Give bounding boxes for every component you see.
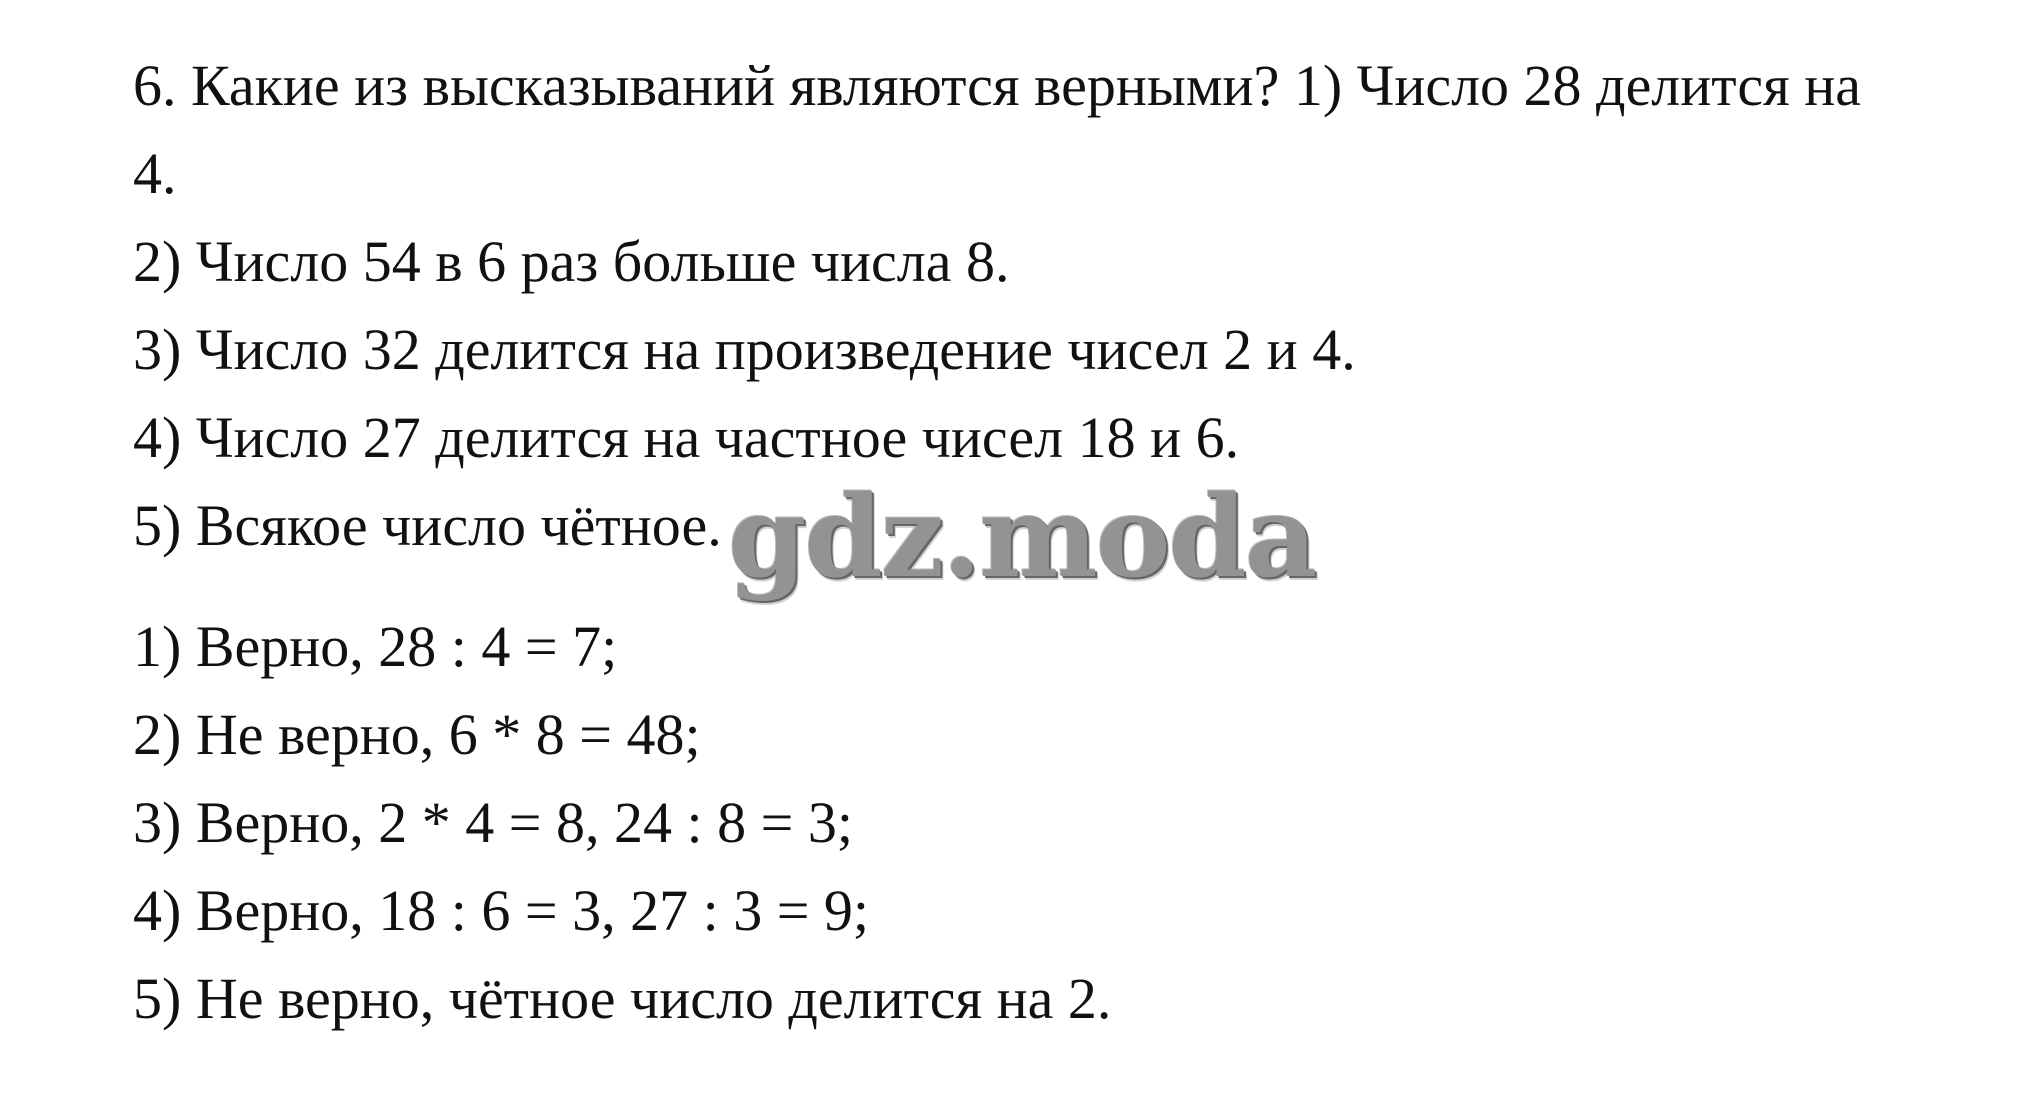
answer-1: 1) Верно, 28 : 4 = 7; (133, 614, 618, 679)
answer-5: 5) Не верно, чётное число делится на 2. (133, 966, 1112, 1031)
answer-4: 4) Верно, 18 : 6 = 3, 27 : 3 = 9; (133, 878, 870, 943)
question-line-2: 4. (133, 141, 177, 206)
answer-2: 2) Не верно, 6 * 8 = 48; (133, 702, 701, 767)
watermark-logo: gdz.moda (728, 472, 1316, 603)
answer-3: 3) Верно, 2 * 4 = 8, 24 : 8 = 3; (133, 790, 853, 855)
question-line-1: 6. Какие из высказываний являются верными? 1) Число 28 делится на (133, 53, 1862, 118)
statement-2: 2) Число 54 в 6 раз больше числа 8. (133, 229, 1010, 294)
statement-4: 4) Число 27 делится на частное чисел 18 и 6. (133, 405, 1240, 470)
statement-3: 3) Число 32 делится на произведение чисел 2 и 4. (133, 317, 1356, 382)
statement-5: 5) Всякое число чётное. (133, 493, 722, 558)
